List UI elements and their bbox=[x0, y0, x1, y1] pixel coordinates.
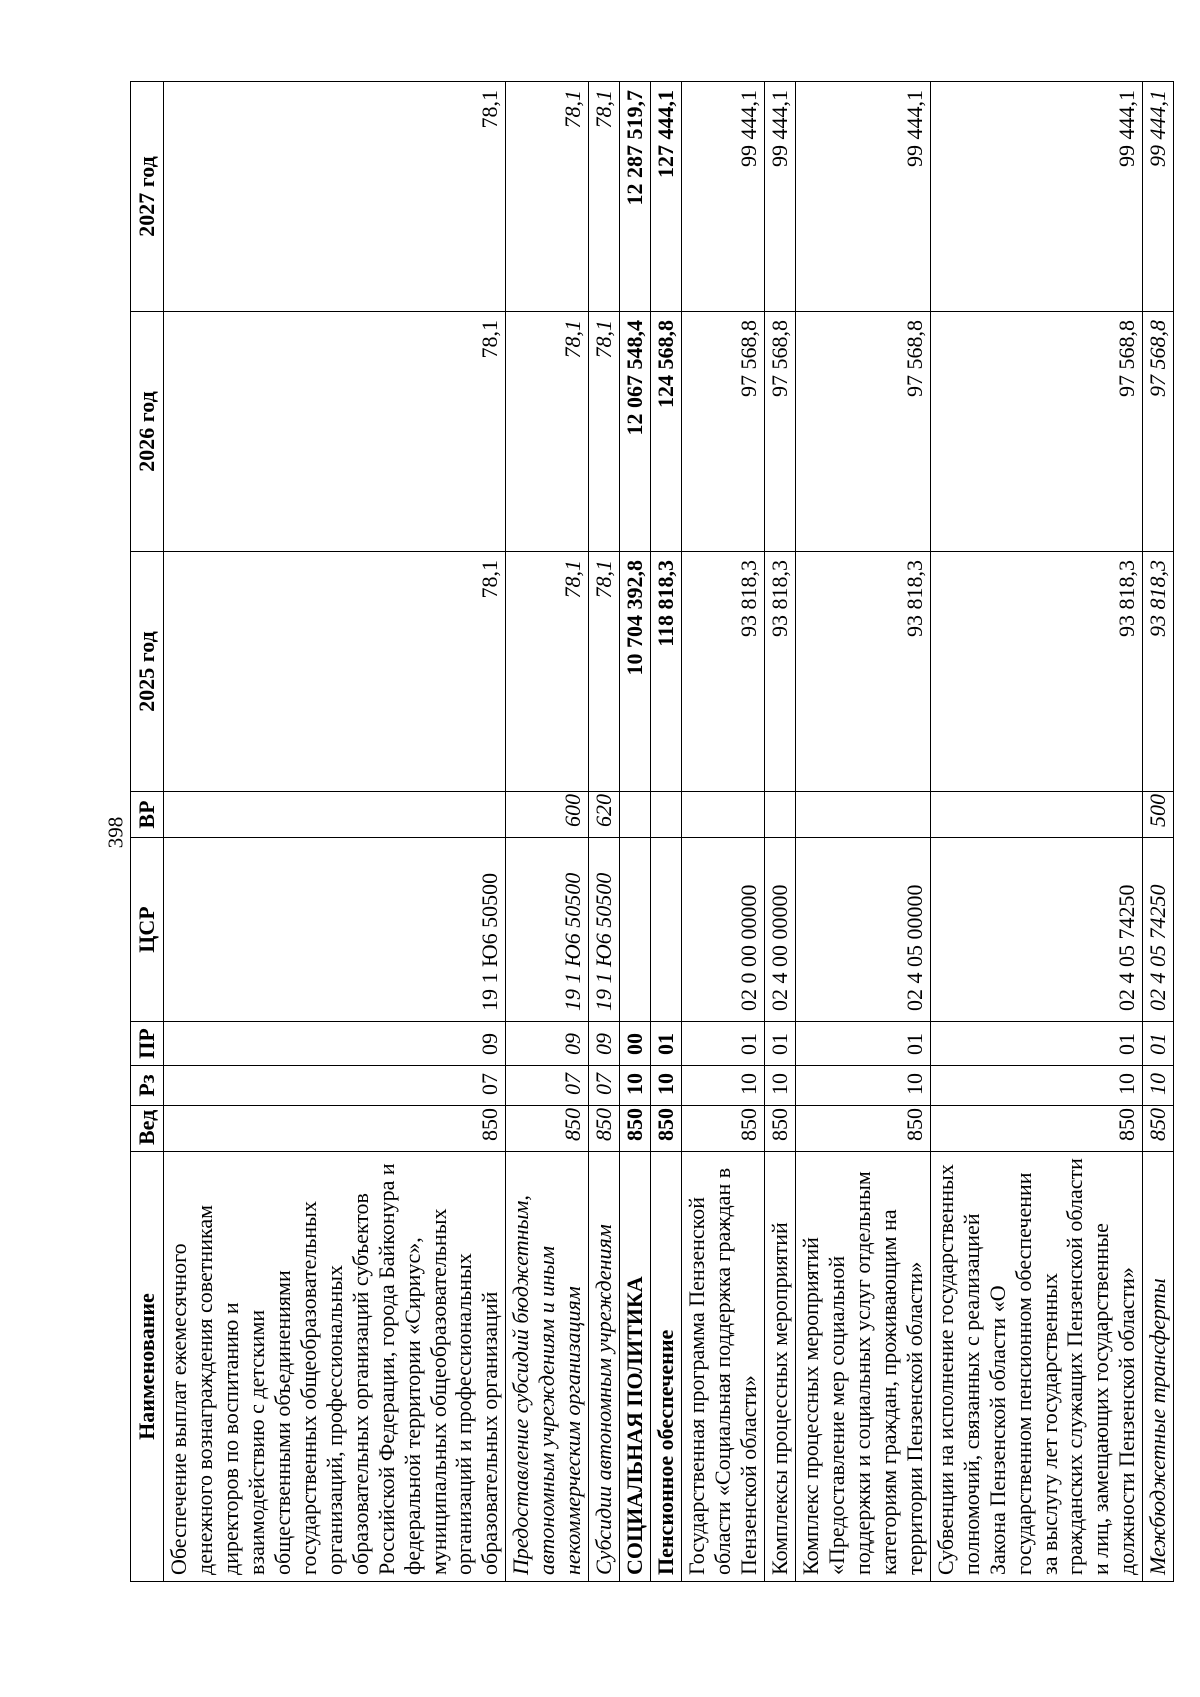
table-row bbox=[1143, 82, 1174, 1582]
row-ved: 850 bbox=[651, 1106, 682, 1152]
row-vr bbox=[164, 792, 506, 838]
row-2025: 93 818,3 bbox=[682, 552, 765, 792]
table-row bbox=[164, 82, 506, 1582]
row-2027: 78,1 bbox=[589, 82, 620, 312]
row-rz: 07 bbox=[506, 1066, 589, 1106]
row-name: Субвенции на исполнение государственных полномочий, связанных с реализацией Закона Пензенской области «О государственном пенсионном обеспечении за выслугу лет государственных гражданских служащих Пензенской области и лиц, замещающих государственные должности Пензенской области» bbox=[930, 1152, 1143, 1582]
header-row bbox=[131, 82, 164, 1582]
row-csr: 02 0 00 00000 bbox=[682, 838, 765, 1022]
row-csr: 19 1 Ю6 50500 bbox=[164, 838, 506, 1022]
row-pr: 09 bbox=[506, 1022, 589, 1066]
row-csr: 02 4 00 00000 bbox=[764, 838, 795, 1022]
row-2025: 78,1 bbox=[164, 552, 506, 792]
row-2026: 124 568,8 bbox=[651, 312, 682, 552]
row-2027: 12 287 519,7 bbox=[620, 82, 651, 312]
row-name: Межбюджетные трансферты bbox=[1143, 1152, 1174, 1582]
row-vr bbox=[651, 792, 682, 838]
row-name: СОЦИАЛЬНАЯ ПОЛИТИКА bbox=[620, 1152, 651, 1582]
row-ved: 850 bbox=[1143, 1106, 1174, 1152]
row-ved: 850 bbox=[795, 1106, 930, 1152]
row-2026: 97 568,8 bbox=[930, 312, 1143, 552]
header-2027: 2027 год bbox=[131, 82, 164, 312]
row-csr: 19 1 Ю6 50500 bbox=[589, 838, 620, 1022]
row-2025: 93 818,3 bbox=[795, 552, 930, 792]
row-pr: 01 bbox=[930, 1022, 1143, 1066]
row-2025: 93 818,3 bbox=[1143, 552, 1174, 792]
table-row bbox=[764, 82, 795, 1582]
row-2026: 78,1 bbox=[506, 312, 589, 552]
row-name: Субсидии автономным учреждениям bbox=[589, 1152, 620, 1582]
row-pr: 01 bbox=[682, 1022, 765, 1066]
budget-table bbox=[130, 81, 1174, 1582]
row-name: Пенсионное обеспечение bbox=[651, 1152, 682, 1582]
row-vr bbox=[795, 792, 930, 838]
row-2026: 78,1 bbox=[589, 312, 620, 552]
row-rz: 10 bbox=[795, 1066, 930, 1106]
row-2026: 97 568,8 bbox=[682, 312, 765, 552]
row-vr bbox=[620, 792, 651, 838]
row-pr: 01 bbox=[764, 1022, 795, 1066]
row-ved: 850 bbox=[620, 1106, 651, 1152]
row-vr bbox=[764, 792, 795, 838]
table-row bbox=[620, 82, 651, 1582]
row-csr: 02 4 05 74250 bbox=[930, 838, 1143, 1022]
row-ved: 850 bbox=[764, 1106, 795, 1152]
header-vr: ВР bbox=[131, 792, 164, 838]
row-vr bbox=[682, 792, 765, 838]
row-2027: 99 444,1 bbox=[930, 82, 1143, 312]
row-rz: 07 bbox=[589, 1066, 620, 1106]
row-2025: 10 704 392,8 bbox=[620, 552, 651, 792]
table-row bbox=[651, 82, 682, 1582]
row-2025: 78,1 bbox=[506, 552, 589, 792]
table-row bbox=[795, 82, 930, 1582]
row-rz: 10 bbox=[764, 1066, 795, 1106]
row-rz: 10 bbox=[930, 1066, 1143, 1106]
row-name: Государственная программа Пензенской области «Социальная поддержка граждан в Пензенской области» bbox=[682, 1152, 765, 1582]
table-row bbox=[506, 82, 589, 1582]
row-csr: 19 1 Ю6 50500 bbox=[506, 838, 589, 1022]
row-2027: 78,1 bbox=[506, 82, 589, 312]
row-2026: 97 568,8 bbox=[764, 312, 795, 552]
row-ved: 850 bbox=[589, 1106, 620, 1152]
row-vr: 500 bbox=[1143, 792, 1174, 838]
row-csr bbox=[651, 838, 682, 1022]
row-rz: 10 bbox=[651, 1066, 682, 1106]
row-2026: 78,1 bbox=[164, 312, 506, 552]
row-pr: 01 bbox=[651, 1022, 682, 1066]
row-ved: 850 bbox=[930, 1106, 1143, 1152]
table-row bbox=[930, 82, 1143, 1582]
row-2026: 97 568,8 bbox=[795, 312, 930, 552]
row-pr: 01 bbox=[795, 1022, 930, 1066]
row-2027: 99 444,1 bbox=[795, 82, 930, 312]
table-row bbox=[682, 82, 765, 1582]
row-2025: 93 818,3 bbox=[764, 552, 795, 792]
row-rz: 07 bbox=[164, 1066, 506, 1106]
row-ved: 850 bbox=[506, 1106, 589, 1152]
header-ved: Вед bbox=[131, 1106, 164, 1152]
row-csr bbox=[620, 838, 651, 1022]
header-rz: Рз bbox=[131, 1066, 164, 1106]
row-ved: 850 bbox=[682, 1106, 765, 1152]
row-2025: 93 818,3 bbox=[930, 552, 1143, 792]
row-pr: 09 bbox=[589, 1022, 620, 1066]
row-2027: 78,1 bbox=[164, 82, 506, 312]
row-2026: 97 568,8 bbox=[1143, 312, 1174, 552]
row-name: Обеспечение выплат ежемесячного денежного вознаграждения советникам директоров по воспитанию и взаимодействию с детскими общественными объединениями государственных общеобразовательных организаций, профессиональных образовательных организаций субъектов Российской Федерации, города Байконура и федеральной территории «Сириус», муниципальных общеобразовательных организаций и профессиональных образовательных организаций bbox=[164, 1152, 506, 1582]
row-pr: 09 bbox=[164, 1022, 506, 1066]
row-name: Предоставление субсидий бюджетным, автономным учреждениям и иным некоммерческим организациям bbox=[506, 1152, 589, 1582]
row-2026: 12 067 548,4 bbox=[620, 312, 651, 552]
row-pr: 00 bbox=[620, 1022, 651, 1066]
row-2027: 99 444,1 bbox=[682, 82, 765, 312]
row-pr: 01 bbox=[1143, 1022, 1174, 1066]
header-name: Наименование bbox=[131, 1152, 164, 1582]
row-rz: 10 bbox=[682, 1066, 765, 1106]
row-csr: 02 4 05 74250 bbox=[1143, 838, 1174, 1022]
row-2025: 78,1 bbox=[589, 552, 620, 792]
row-vr: 620 bbox=[589, 792, 620, 838]
header-2026: 2026 год bbox=[131, 312, 164, 552]
header-pr: ПР bbox=[131, 1022, 164, 1066]
row-csr: 02 4 05 00000 bbox=[795, 838, 930, 1022]
row-2025: 118 818,3 bbox=[651, 552, 682, 792]
row-vr: 600 bbox=[506, 792, 589, 838]
row-vr bbox=[930, 792, 1143, 838]
table-row bbox=[589, 82, 620, 1582]
row-2027: 127 444,1 bbox=[651, 82, 682, 312]
rotated-table-container bbox=[130, 82, 1171, 1582]
header-2025: 2025 год bbox=[131, 552, 164, 792]
header-csr: ЦСР bbox=[131, 838, 164, 1022]
row-ved: 850 bbox=[164, 1106, 506, 1152]
row-rz: 10 bbox=[1143, 1066, 1174, 1106]
row-name: Комплекс процессных мероприятий «Предоставление мер социальной поддержки и социальных услуг отдельным категориям граждан, проживающим на территории Пензенской области» bbox=[795, 1152, 930, 1582]
row-2027: 99 444,1 bbox=[764, 82, 795, 312]
row-rz: 10 bbox=[620, 1066, 651, 1106]
row-2027: 99 444,1 bbox=[1143, 82, 1174, 312]
page-number: 398 bbox=[103, 816, 128, 849]
row-name: Комплексы процессных мероприятий bbox=[764, 1152, 795, 1582]
